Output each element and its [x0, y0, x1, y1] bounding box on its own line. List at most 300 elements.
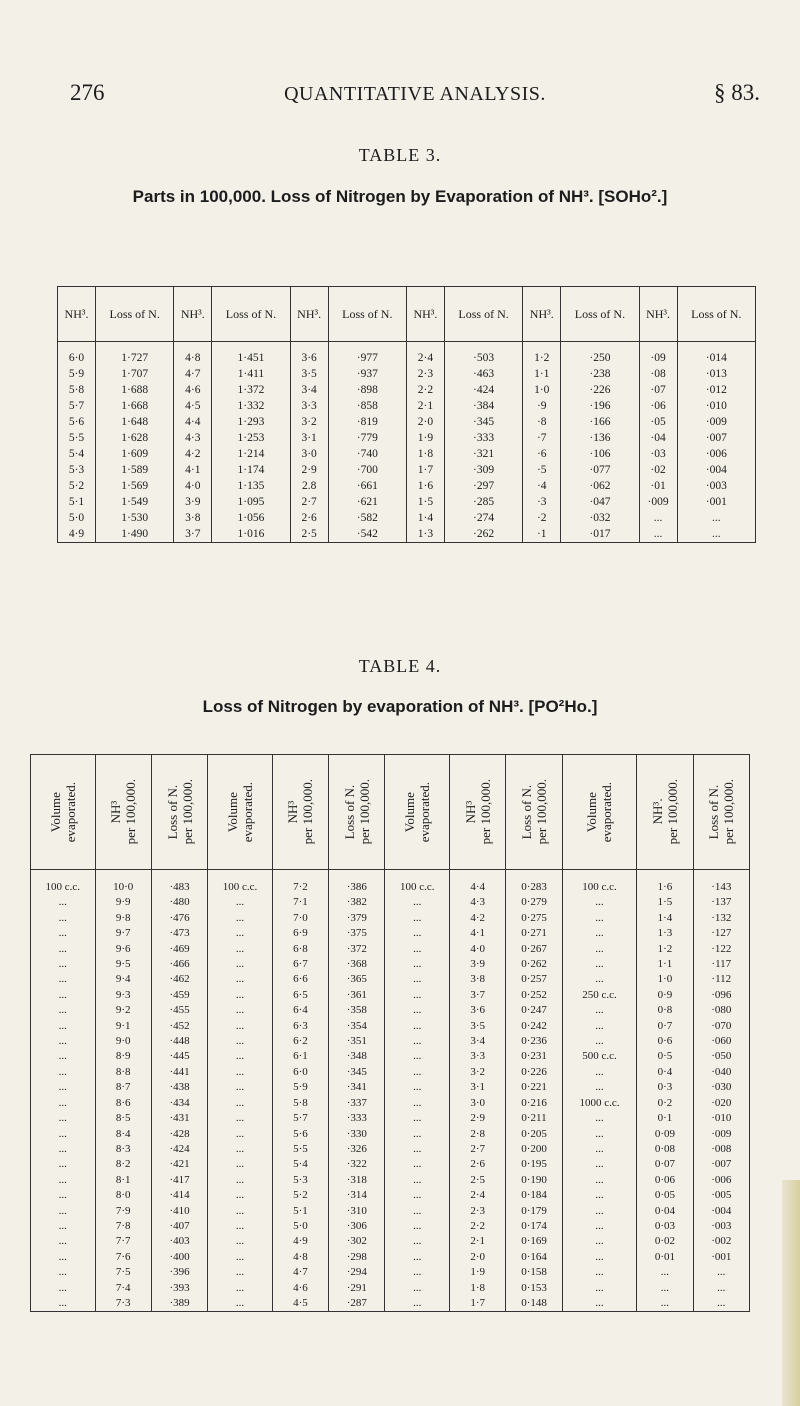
table4-cell: 7·1 — [272, 895, 328, 910]
table4-cell: 100 c.c. — [45, 881, 81, 893]
table4-cell: ·431 — [151, 1111, 207, 1126]
table4-cell: 0·226 — [506, 1065, 562, 1080]
table4-cell: ·302 — [329, 1234, 385, 1249]
table4-column-header — [95, 755, 151, 870]
table4-cell: ·448 — [151, 1034, 207, 1049]
table3-cell: ·424 — [444, 382, 522, 398]
table3-cell: 3·0 — [290, 446, 328, 462]
table3-cell: ·582 — [328, 510, 406, 526]
table4-cell: ... — [562, 942, 637, 957]
table4-cell: 0·221 — [506, 1080, 562, 1095]
table4-cell: ... — [562, 1019, 637, 1034]
table4-cell: 8·5 — [95, 1111, 151, 1126]
table3-cell: ·2 — [523, 510, 561, 526]
table4-cell: ·143 — [693, 870, 749, 896]
table4-cell: 0·174 — [506, 1219, 562, 1234]
table4-column-header — [506, 755, 562, 870]
table4-cell: ... — [58, 1050, 67, 1063]
table3-cell: 1·016 — [212, 526, 290, 543]
table4-cell: ·318 — [329, 1173, 385, 1188]
table4-row — [31, 957, 750, 972]
table3-cell: ·345 — [444, 414, 522, 430]
table3-cell: 1·332 — [212, 398, 290, 414]
table4-cell: ... — [58, 1281, 67, 1294]
table4-header-row — [31, 755, 750, 870]
table4-cell: ·361 — [329, 988, 385, 1003]
table4-cell: 5·5 — [272, 1142, 328, 1157]
table3-cell: 3·8 — [174, 510, 212, 526]
table4-cell: 100 c.c. — [562, 870, 637, 896]
table3-cell: 1·5 — [406, 494, 444, 510]
table4-cell: ... — [562, 1250, 637, 1265]
table3-cell: 2·0 — [406, 414, 444, 430]
table4-cell: ·445 — [151, 1049, 207, 1064]
table4-cell: 3·4 — [450, 1034, 506, 1049]
table4-cell: 4·0 — [450, 942, 506, 957]
table3-cell: 1·411 — [212, 366, 290, 382]
table4-cell: 100 c.c. — [208, 870, 273, 896]
table4-cell: ... — [58, 1266, 67, 1279]
table4-cell: ... — [58, 1035, 67, 1048]
running-head: QUANTITATIVE ANALYSIS. — [284, 83, 546, 105]
table4-column-header-label: Loss of N. per 100,000. — [519, 779, 550, 845]
table4-cell: ·294 — [329, 1265, 385, 1280]
table3-cell: 1·688 — [96, 382, 174, 398]
table3-cell: 5·1 — [68, 496, 85, 508]
table3-cell: ·503 — [444, 342, 522, 367]
table4-column-header-label: Volume evaporated. — [584, 781, 615, 843]
table4-cell: ... — [58, 958, 67, 971]
table4-cell: ... — [208, 1250, 273, 1265]
table4-cell: ... — [208, 1080, 273, 1095]
table4-cell: ·400 — [151, 1250, 207, 1265]
table4-cell: 0·242 — [506, 1019, 562, 1034]
table4-column-header — [562, 755, 637, 870]
table4-cell: 6·3 — [272, 1019, 328, 1034]
table4-cell: 0·200 — [506, 1142, 562, 1157]
table3-cell: ·136 — [561, 430, 639, 446]
table3-cell: 1·8 — [406, 446, 444, 462]
table4-cell: ·020 — [693, 1096, 749, 1111]
table4-cell: ... — [385, 1265, 450, 1280]
table4-cell: 0·4 — [637, 1065, 693, 1080]
table4-cell: 7·7 — [95, 1234, 151, 1249]
table4-row — [31, 911, 750, 926]
table4-cell: 8·9 — [95, 1049, 151, 1064]
table4-row — [31, 1142, 750, 1157]
table4-cell: ... — [562, 1142, 637, 1157]
table4-cell: 1·0 — [637, 972, 693, 987]
table3-row — [58, 446, 756, 462]
table4-cell: ... — [58, 1019, 67, 1032]
table3-cell: ·621 — [328, 494, 406, 510]
table4-cell: 7·0 — [272, 911, 328, 926]
table4-cell: 0·279 — [506, 895, 562, 910]
table4-cell: 5·2 — [272, 1188, 328, 1203]
table4-row — [31, 1049, 750, 1064]
table4-row — [31, 1065, 750, 1080]
table4-cell: 100 c.c. — [385, 870, 450, 896]
table3-cell: 5·9 — [68, 368, 85, 380]
table3-cell: ... — [639, 526, 677, 543]
table3-cell: 3·9 — [174, 494, 212, 510]
table3-cell: 2·1 — [406, 398, 444, 414]
table4-column-header — [385, 755, 450, 870]
table4-cell: 4·1 — [450, 926, 506, 941]
table4-cell: ·414 — [151, 1188, 207, 1203]
table3-cell: 1·9 — [406, 430, 444, 446]
table3-row — [58, 462, 756, 478]
table3-column-header: Loss of N. — [444, 287, 522, 342]
table4-cell: 0·148 — [506, 1296, 562, 1312]
table3-cell: ·238 — [561, 366, 639, 382]
table4-cell: ·368 — [329, 957, 385, 972]
table3-cell: 1·707 — [96, 366, 174, 382]
table3-cell: ·009 — [677, 414, 755, 430]
table4-cell: ... — [208, 1034, 273, 1049]
table3-title: TABLE 3. — [358, 145, 442, 165]
table4-title: TABLE 4. — [358, 656, 442, 676]
table4-cell: 3·6 — [450, 1003, 506, 1018]
table3-cell: ·285 — [444, 494, 522, 510]
table4-column-header-label: Volume evaporated. — [225, 781, 255, 843]
table4-cell: ·117 — [693, 957, 749, 972]
table4-cell: 6·5 — [272, 988, 328, 1003]
table4-cell: ... — [208, 1204, 273, 1219]
table4-cell: 0·184 — [506, 1188, 562, 1203]
table4-cell: ·476 — [151, 911, 207, 926]
table3-cell: 1·727 — [96, 342, 174, 367]
table4-row — [31, 1281, 750, 1296]
table4-cell: 7·9 — [95, 1204, 151, 1219]
table4-cell: ... — [58, 927, 67, 940]
table3-cell: ·333 — [444, 430, 522, 446]
table4-cell: 1·3 — [637, 926, 693, 941]
table4-cell: 250 c.c. — [562, 988, 637, 1003]
table3-cell: ·977 — [328, 342, 406, 367]
table3-cell: 1·3 — [406, 526, 444, 543]
table3-column-header: Loss of N. — [96, 287, 174, 342]
table3-cell: 1·451 — [212, 342, 290, 367]
table3-cell: 1·569 — [96, 478, 174, 494]
table4-cell: ·393 — [151, 1281, 207, 1296]
table4-cell: 0·2 — [637, 1096, 693, 1111]
table3-row — [58, 526, 756, 543]
table4-cell: 0·283 — [506, 870, 562, 896]
table4-cell: ... — [58, 988, 67, 1001]
table4-cell: ... — [208, 1234, 273, 1249]
table4-cell: ... — [385, 1219, 450, 1234]
table4-cell: ... — [208, 1142, 273, 1157]
table3-cell: 5·0 — [68, 512, 85, 524]
table4-cell: 0·179 — [506, 1204, 562, 1219]
table3-cell: ·06 — [639, 398, 677, 414]
table3-column-header: Loss of N. — [561, 287, 639, 342]
table4-cell: ... — [58, 1173, 67, 1186]
table4-cell: 1·8 — [450, 1281, 506, 1296]
table4-cell: 1·5 — [637, 895, 693, 910]
table4-cell: ·112 — [693, 972, 749, 987]
table3-cell: ·007 — [677, 430, 755, 446]
table4-cell: ·287 — [329, 1296, 385, 1312]
table4-cell: ·002 — [693, 1234, 749, 1249]
table4-cell: ... — [208, 1127, 273, 1142]
table4-cell: ... — [562, 1065, 637, 1080]
table3-cell: 1·589 — [96, 462, 174, 478]
table4-cell: 1·4 — [637, 911, 693, 926]
table4-cell: ... — [385, 1034, 450, 1049]
table4-row — [31, 1080, 750, 1095]
table3-cell: ·106 — [561, 446, 639, 462]
table4-row — [31, 870, 750, 896]
table3-cell: 4·4 — [174, 414, 212, 430]
table4-cell: ... — [385, 942, 450, 957]
table4-cell: ·003 — [693, 1219, 749, 1234]
table3-column-header: Loss of N. — [677, 287, 755, 342]
table4-cell: ·466 — [151, 957, 207, 972]
table4-cell: ·070 — [693, 1019, 749, 1034]
table4-cell: 8·3 — [95, 1142, 151, 1157]
table4-cell: 4·5 — [272, 1296, 328, 1312]
table4-cell: 1·1 — [637, 957, 693, 972]
table4-cell: 9·8 — [95, 911, 151, 926]
table4-column-header-label: Loss of N. per 100,000. — [341, 779, 372, 845]
table3-row — [58, 478, 756, 494]
table4-cell: ·348 — [329, 1049, 385, 1064]
table3-cell: 3·2 — [290, 414, 328, 430]
table3 — [57, 286, 756, 543]
table3-cell: ·03 — [639, 446, 677, 462]
table3-cell: 1·293 — [212, 414, 290, 430]
table4-cell: 0·7 — [637, 1019, 693, 1034]
table3-cell: ·858 — [328, 398, 406, 414]
table4-cell: ... — [58, 1158, 67, 1171]
table3-cell: ·819 — [328, 414, 406, 430]
table3-cell: 1·7 — [406, 462, 444, 478]
table4-cell: ... — [58, 1204, 67, 1217]
table4-cell: 3·0 — [450, 1096, 506, 1111]
table4-column-header-label: Volume evaporated. — [47, 781, 78, 843]
table3-cell: 1·135 — [212, 478, 290, 494]
table4-cell: ·326 — [329, 1142, 385, 1157]
table4-cell: ·132 — [693, 911, 749, 926]
table3-cell: 4·0 — [174, 478, 212, 494]
table4-cell: 0·169 — [506, 1234, 562, 1249]
table4-cell: 8·0 — [95, 1188, 151, 1203]
table4-cell: ·469 — [151, 942, 207, 957]
table4-cell: 0·01 — [637, 1250, 693, 1265]
table4-cell: ... — [693, 1281, 749, 1296]
table4-cell: ·351 — [329, 1034, 385, 1049]
table4-cell: ... — [208, 942, 273, 957]
table4-cell: 0·8 — [637, 1003, 693, 1018]
table4-cell: ·434 — [151, 1096, 207, 1111]
table4-cell: 3·3 — [450, 1049, 506, 1064]
table4-cell: ·127 — [693, 926, 749, 941]
table3-cell: ·542 — [328, 526, 406, 543]
table4-cell: 0·6 — [637, 1034, 693, 1049]
table3-cell: ·3 — [523, 494, 561, 510]
table4-cell: 6·8 — [272, 942, 328, 957]
table4-cell: ·310 — [329, 1204, 385, 1219]
table4-cell: 7·3 — [95, 1296, 151, 1312]
table4-cell: 0·09 — [637, 1127, 693, 1142]
table3-cell: 1·0 — [523, 382, 561, 398]
table3-column-header: NH³. — [639, 287, 677, 342]
table4-cell: 0·195 — [506, 1157, 562, 1172]
table4-cell: 7·5 — [95, 1265, 151, 1280]
table4-cell: 6·9 — [272, 926, 328, 941]
table4-cell: 2·0 — [450, 1250, 506, 1265]
table4-cell: ... — [385, 957, 450, 972]
table4-cell: 0·271 — [506, 926, 562, 941]
table4-cell: ·459 — [151, 988, 207, 1003]
table3-cell: ·9 — [523, 398, 561, 414]
table4-cell: 0·262 — [506, 957, 562, 972]
table4-cell: ... — [385, 1111, 450, 1126]
table3-cell: 1·530 — [96, 510, 174, 526]
table3-cell: ·274 — [444, 510, 522, 526]
table3-cell: 5·8 — [68, 384, 85, 396]
table4-cell: ·010 — [693, 1111, 749, 1126]
table4-cell: 5·8 — [272, 1096, 328, 1111]
table4-cell: ·006 — [693, 1173, 749, 1188]
table4-cell: 0·3 — [637, 1080, 693, 1095]
table4-cell: ... — [58, 1235, 67, 1248]
table3-cell: ·937 — [328, 366, 406, 382]
table3-cell: ·003 — [677, 478, 755, 494]
table4-cell: ... — [58, 911, 67, 924]
table3-cell: ·009 — [639, 494, 677, 510]
table4-cell: ... — [385, 1065, 450, 1080]
table4-cell: 2·8 — [450, 1127, 506, 1142]
table4-row — [31, 1034, 750, 1049]
table3-row — [58, 510, 756, 526]
table4-cell: 9·0 — [95, 1034, 151, 1049]
table4-cell: 4·6 — [272, 1281, 328, 1296]
table4-cell: 7·4 — [95, 1281, 151, 1296]
table3-row — [58, 398, 756, 414]
table3-row — [58, 366, 756, 382]
table4-row — [31, 1019, 750, 1034]
table3-cell: 4·1 — [174, 462, 212, 478]
table3-cell: 3·3 — [290, 398, 328, 414]
table3-cell: ·463 — [444, 366, 522, 382]
table3-body — [58, 342, 756, 543]
table4-cell: ·372 — [329, 942, 385, 957]
table4-cell: ... — [58, 1189, 67, 1202]
table3-cell: 5·4 — [68, 448, 85, 460]
table3-cell: ·01 — [639, 478, 677, 494]
table3-cell: 1·095 — [212, 494, 290, 510]
table3-cell: ·08 — [639, 366, 677, 382]
table3-cell: ·7 — [523, 430, 561, 446]
table4-cell: 3·8 — [450, 972, 506, 987]
table3-cell: ·8 — [523, 414, 561, 430]
table4-cell: ... — [208, 1096, 273, 1111]
table3-column-header: NH³. — [174, 287, 212, 342]
table4-cell: 9·5 — [95, 957, 151, 972]
table4-cell: 0·164 — [506, 1250, 562, 1265]
table3-caption: Parts in 100,000. Loss of Nitrogen by Evaporation of NH³. [SOHo².] — [132, 187, 668, 206]
table4-cell: 3·2 — [450, 1065, 506, 1080]
table4-cell: ... — [562, 1111, 637, 1126]
table4-cell: ... — [385, 1173, 450, 1188]
table4-row — [31, 1296, 750, 1312]
table4-cell: ... — [208, 1281, 273, 1296]
table4-cell: ·365 — [329, 972, 385, 987]
table4-column-header-label: Loss of N. per 100,000. — [706, 779, 737, 845]
table4-cell: ... — [58, 1250, 67, 1263]
table4-cell: ... — [208, 1019, 273, 1034]
table4-cell: ... — [58, 1296, 67, 1309]
table4-cell: ·096 — [693, 988, 749, 1003]
page-header — [70, 80, 760, 110]
table3-cell: ·006 — [677, 446, 755, 462]
table4-cell: 4·3 — [450, 895, 506, 910]
table4-row — [31, 895, 750, 910]
table4-cell: ·298 — [329, 1250, 385, 1265]
table4-cell: ... — [58, 1096, 67, 1109]
table4-column-header — [208, 755, 273, 870]
table3-cell: 1·214 — [212, 446, 290, 462]
table3-cell: ·700 — [328, 462, 406, 478]
table4-cell: 6·7 — [272, 957, 328, 972]
table4-cell: 0·1 — [637, 1111, 693, 1126]
table4-cell: ·333 — [329, 1111, 385, 1126]
table3-column-header: Loss of N. — [212, 287, 290, 342]
table4-cell: ·428 — [151, 1127, 207, 1142]
table4-cell: ·007 — [693, 1157, 749, 1172]
table3-cell: 5·3 — [68, 464, 85, 476]
table4-column-header-label: NH³. per 100,000. — [649, 779, 680, 845]
table3-cell: 4·5 — [174, 398, 212, 414]
table4-cell: ... — [562, 1034, 637, 1049]
table4-cell: ·438 — [151, 1080, 207, 1095]
table4-cell: ... — [385, 1188, 450, 1203]
table4-cell: 10·0 — [95, 870, 151, 896]
table4-cell: 9·9 — [95, 895, 151, 910]
table3-cell: ·740 — [328, 446, 406, 462]
table3-cell: 1·2 — [523, 342, 561, 367]
table4-cell: 3·5 — [450, 1019, 506, 1034]
table4-cell: 2·3 — [450, 1204, 506, 1219]
table4-cell: ... — [385, 895, 450, 910]
table3-cell: ·250 — [561, 342, 639, 367]
table4-cell: ·480 — [151, 895, 207, 910]
table4-row — [31, 1265, 750, 1280]
table4-cell: ... — [385, 1142, 450, 1157]
page-number: 276 — [70, 80, 105, 105]
table4-cell: ·337 — [329, 1096, 385, 1111]
table4-row — [31, 1219, 750, 1234]
table4-cell: ... — [58, 1081, 67, 1094]
table4 — [30, 754, 750, 1312]
table3-cell: ·04 — [639, 430, 677, 446]
table4-cell: ... — [58, 1127, 67, 1140]
table3-cell: 2·2 — [406, 382, 444, 398]
table4-cell: ·008 — [693, 1142, 749, 1157]
table3-cell: 1·490 — [96, 526, 174, 543]
table4-cell: ·009 — [693, 1127, 749, 1142]
table4-cell: 9·6 — [95, 942, 151, 957]
table4-cell: 9·3 — [95, 988, 151, 1003]
table3-cell: ·014 — [677, 342, 755, 367]
table4-row — [31, 988, 750, 1003]
table3-cell: 4·8 — [174, 342, 212, 367]
table4-cell: ... — [385, 1019, 450, 1034]
table4-cell: 8·8 — [95, 1065, 151, 1080]
